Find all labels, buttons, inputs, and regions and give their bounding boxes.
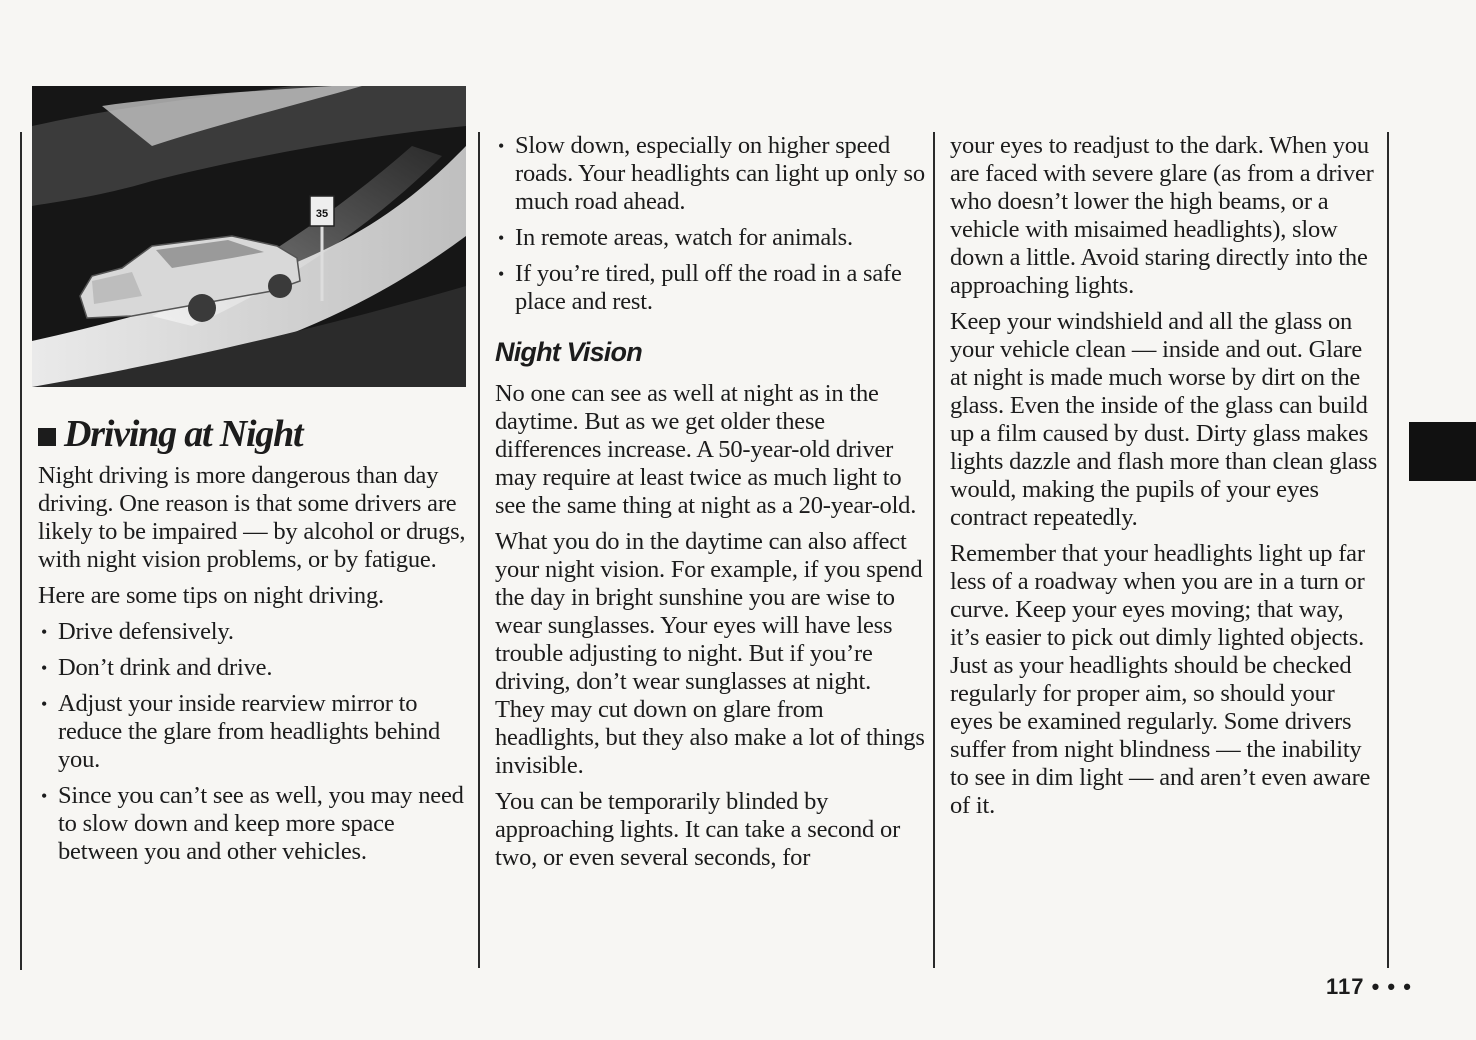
list-item: • Adjust your inside rearview mirror to reduce the glare from headlights behind you. [38,690,468,774]
column-1 [38,398,468,874]
list-item: • Don’t drink and drive. [38,654,468,682]
night-vision-paragraph: Keep your windshield and all the glass on your vehicle clean — inside and out. Glare at night is made much worse by dirt on the glass. Even the inside of the glass can build up a film caused by dust. Dirty glass makes lights dazzle and flash more than clean glass would, making the pupils of your eyes contract repeatedly. [950,308,1378,531]
list-item: • In remote areas, watch for animals. [495,224,925,252]
column-2 [495,132,925,880]
section-title-text: Driving at Night [64,413,303,455]
column-rule-right [1387,132,1389,968]
list-item: • Since you can’t see as well, you may need to slow down and keep more space between you and other vehicles. [38,782,468,866]
column-rule-1 [478,132,480,968]
night-driving-illustration [32,86,466,387]
night-vision-paragraph: No one can see as well at night as in the daytime. But as we get older these differences increase. A 50-year-old driver may require at least twice as much light to see the same thing at night as a 20-year-old. [495,380,917,519]
tips-intro: Here are some tips on night driving. [38,582,384,609]
night-vision-paragraph: You can be temporarily blinded by approaching lights. It can take a second or two, or even several seconds, for [495,788,901,871]
column-rule-2 [933,132,935,968]
list-item: • Slow down, especially on higher speed roads. Your headlights can light up only so much road ahead. [495,132,925,216]
page-number: 117 • • • [1326,974,1412,999]
tips-list [38,618,468,866]
column-rule-left [20,132,22,970]
section-tab-marker [1409,422,1476,481]
list-item: • If you’re tired, pull off the road in a safe place and rest. [495,260,925,316]
section-title [38,412,468,456]
list-item: • Drive defensively. [38,618,468,646]
intro-paragraph: Night driving is more dangerous than day driving. One reason is that some drivers are likely to be impaired — by alcohol or drugs, with night vision problems, or by fatigue. [38,462,466,573]
night-vision-paragraph: Remember that your headlights light up far less of a roadway when you are in a turn or curve. Keep your eyes moving; that way, it’s easier to pick out dimly lighted objects. Just as your headlights should be checked regularly for proper aim, so should your eyes be examined regularly. Some drivers suffer from night blindness — the inability to see in dim light — and aren’t even aware of it. [950,540,1371,819]
night-vision-paragraph: What you do in the daytime can also affect your night vision. For example, if you spend the day in bright sunshine you are wise to wear sunglasses. Your eyes will have less trouble adjusting to night. But if you’re driving, don’t wear sunglasses at night. They may cut down on glare from headlights, but they also make a lot of things invisible. [495,528,925,779]
bullet-square-icon [38,428,56,446]
speed-sign-text: 35 [315,208,329,220]
night-vision-title: Night Vision [495,337,642,367]
tips-list-continued [495,132,925,316]
night-vision-paragraph: your eyes to readjust to the dark. When you are faced with severe glare (as from a driver who doesn’t lower the high beams, or a vehicle with misaimed headlights), slow down a little. Avoid staring directly into the approaching lights. [950,132,1374,299]
column-3 [950,132,1378,828]
